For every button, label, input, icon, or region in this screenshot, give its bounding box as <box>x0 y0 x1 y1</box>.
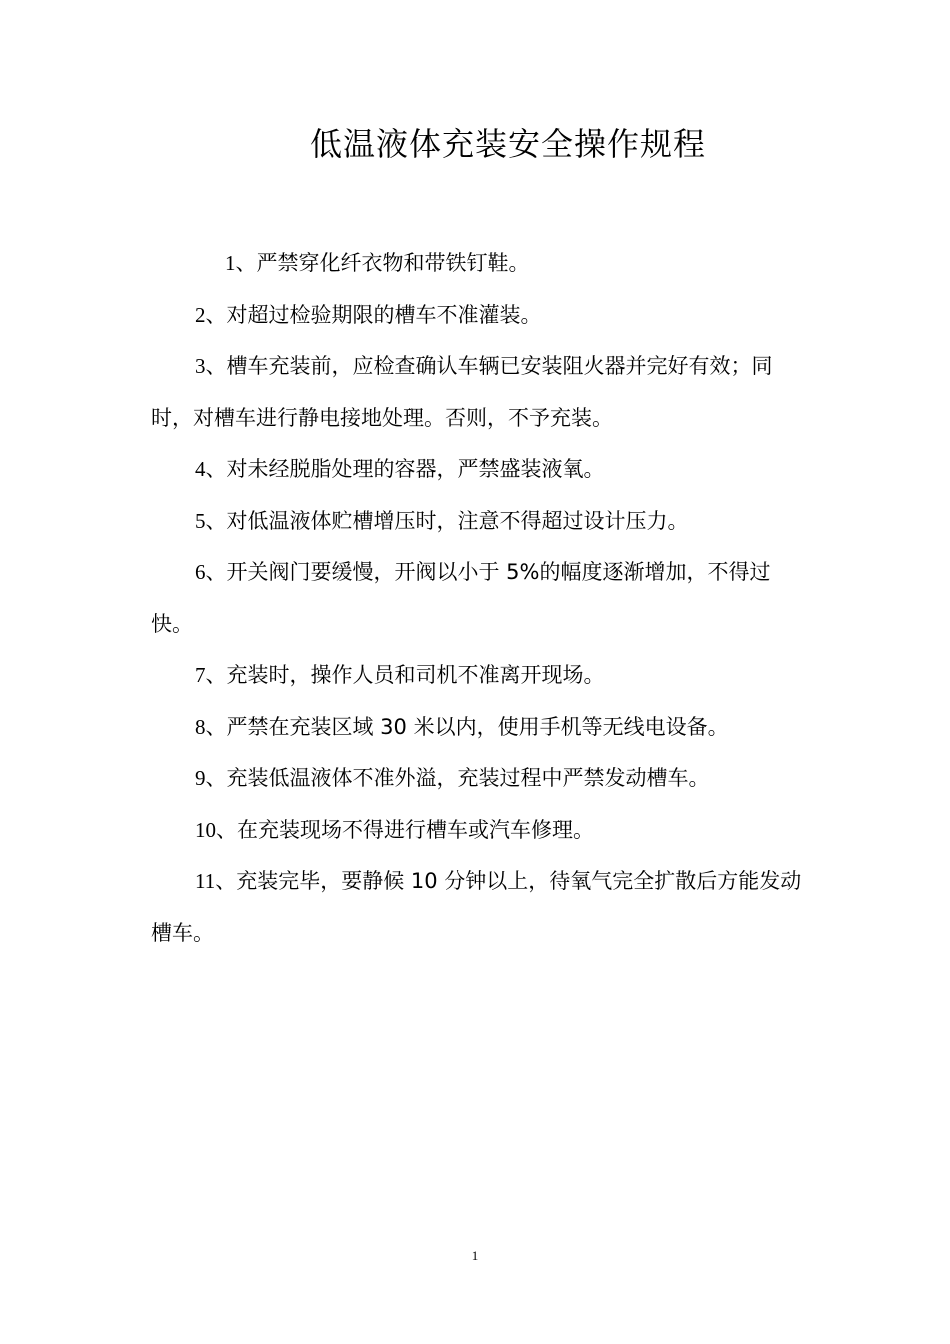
rule-separator: 、 <box>205 560 227 584</box>
rule-text: 充装时，操作人员和司机不准离开现场。 <box>226 663 605 687</box>
rule-item <box>151 702 811 754</box>
rule-text: 槽车充装前，应检查确认车辆已安装阻火器并完好有效；同时，对槽车进行静电接地处理。否则，不予充装。 <box>151 354 773 430</box>
rule-separator: 、 <box>215 869 237 893</box>
rule-separator: 、 <box>205 714 227 739</box>
rule-number: 6 <box>195 560 206 584</box>
rule-separator: 、 <box>205 508 227 533</box>
rule-text: 充装完毕，要静候 10 分钟以上，待氧气完全扩散后方能发动槽车。 <box>151 869 802 945</box>
rule-number: 11 <box>195 869 216 893</box>
rule-separator: 、 <box>205 302 227 327</box>
rule-text: 严禁在充装区域 30 米以内，使用手机等无线电设备。 <box>226 714 729 739</box>
rule-item <box>151 805 811 857</box>
rule-separator: 、 <box>205 457 227 481</box>
rules-list <box>151 238 811 959</box>
page-number: 1 <box>471 1248 479 1263</box>
rule-number: 10 <box>195 817 216 842</box>
rule-number: 4 <box>195 457 206 481</box>
rule-item <box>151 650 811 702</box>
rule-number: 3 <box>195 354 206 378</box>
rule-number: 5 <box>195 508 206 533</box>
rule-text: 在充装现场不得进行槽车或汽车修理。 <box>237 817 594 842</box>
rule-number: 8 <box>195 714 206 739</box>
rule-item <box>151 856 811 959</box>
rule-item <box>151 547 811 650</box>
rule-text: 严禁穿化纤衣物和带铁钉鞋。 <box>256 251 530 275</box>
rule-number: 2 <box>195 302 206 327</box>
rule-text: 对超过检验期限的槽车不准灌装。 <box>226 302 542 327</box>
rule-text: 对未经脱脂处理的容器，严禁盛装液氧。 <box>226 457 605 481</box>
rule-separator: 、 <box>216 817 237 842</box>
rule-separator: 、 <box>205 354 227 378</box>
rule-separator: 、 <box>205 663 227 687</box>
rule-item <box>151 238 811 290</box>
rule-number: 9 <box>195 766 206 790</box>
rule-separator: 、 <box>205 766 227 790</box>
document-title: 低温液体充装安全操作规程 <box>309 125 706 163</box>
rule-text: 开关阀门要缓慢，开阀以小于 5%的幅度逐渐增加，不得过快。 <box>151 560 771 636</box>
rule-item <box>151 290 811 342</box>
rule-item <box>151 444 811 496</box>
rule-number: 7 <box>195 663 206 687</box>
rule-item <box>151 341 811 444</box>
rule-text: 充装低温液体不准外溢，充装过程中严禁发动槽车。 <box>226 766 710 790</box>
rule-item <box>151 753 811 805</box>
rule-text: 对低温液体贮槽增压时，注意不得超过设计压力。 <box>226 508 689 533</box>
rule-separator: 、 <box>235 251 257 275</box>
rule-number: 1 <box>225 251 236 275</box>
rule-item <box>151 496 811 548</box>
